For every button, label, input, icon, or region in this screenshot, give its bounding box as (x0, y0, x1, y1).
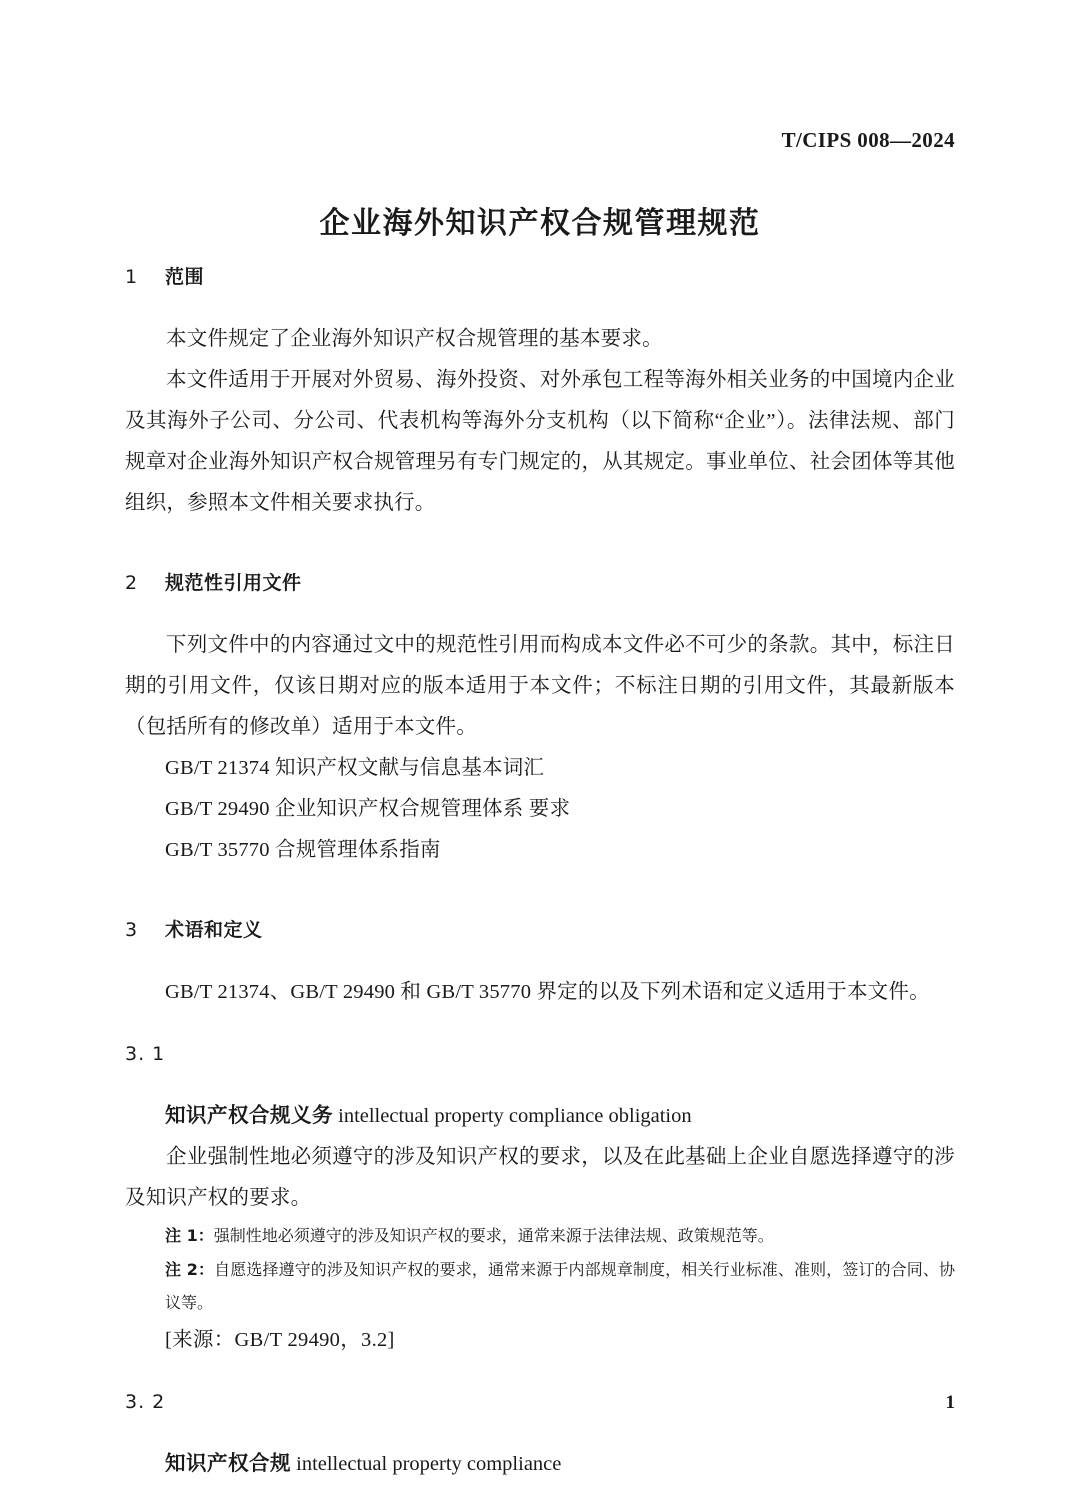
page-content (125, 0, 955, 1475)
term-entry-3-1 (125, 1095, 955, 1137)
term-name-en-3-2: intellectual property compliance (296, 1453, 562, 1475)
term-entry-3-2 (125, 1443, 955, 1485)
term-definition-3-1: 企业强制性地必须遵守的涉及知识产权的要求，以及在此基础上企业自愿选择遵守的涉及知识产权的要求。 (125, 1146, 955, 1209)
term-note-3-1-2 (125, 1253, 955, 1320)
normative-reference-3: GB/T 35770 合规管理体系指南 (165, 839, 441, 861)
clause-1-paragraph-2: 本文件适用于开展对外贸易、海外投资、对外承包工程等海外相关业务的中国境内企业及其海外子公司、分公司、代表机构等海外分支机构（以下简称“企业”）。法律法规、部门规章对企业海外知识产权合规管理另有专门规定的，从其规定。事业单位、社会团体等其他组织，参照本文件相关要求执行。 (125, 369, 955, 514)
term-number-3-1: 3. 1 (125, 1043, 166, 1065)
running-header-standard-code: T/CIPS 008—2024 (781, 128, 955, 152)
normative-reference-2: GB/T 29490 企业知识产权合规管理体系 要求 (165, 798, 571, 820)
normative-reference-1: GB/T 21374 知识产权文献与信息基本词汇 (165, 757, 545, 779)
term-source-3-1: [来源：GB/T 29490，3.2] (165, 1329, 395, 1351)
term-note-3-1-1 (125, 1219, 955, 1253)
note-label-1: 注 1： (165, 1226, 214, 1245)
note-label-2: 注 2： (165, 1260, 215, 1279)
term-name-cn-3-1: 知识产权合规义务 (165, 1103, 333, 1127)
note-text-1: 强制性地必须遵守的涉及知识产权的要求，通常来源于法律法规、政策规范等。 (213, 1228, 774, 1245)
clause-3-paragraph-1: GB/T 21374、GB/T 29490 和 GB/T 35770 界定的以及下列术语和定义适用于本文件。 (165, 981, 930, 1003)
term-number-3-2: 3. 2 (125, 1391, 166, 1413)
clause-number-3: 3 (125, 919, 138, 941)
clause-heading-2 (125, 568, 955, 595)
clause-heading-3 (125, 915, 955, 942)
page-number: 1 (945, 1392, 955, 1413)
document-body (125, 262, 955, 1485)
clause-number-2: 2 (125, 572, 138, 594)
clause-title-3: 术语和定义 (165, 919, 263, 941)
note-text-2: 自愿选择遵守的涉及知识产权的要求，通常来源于内部规章制度，相关行业标准、准则，签订的合同、协议等。 (165, 1262, 955, 1312)
clause-2-paragraph-1: 下列文件中的内容通过文中的规范性引用而构成本文件必不可少的条款。其中，标注日期的引用文件，仅该日期对应的版本适用于本文件；不标注日期的引用文件，其最新版本（包括所有的修改单）适用于本文件。 (125, 634, 955, 738)
clause-title-1: 范围 (165, 266, 205, 288)
clause-number-1: 1 (125, 266, 138, 288)
clause-heading-1 (125, 262, 955, 289)
clause-1-paragraph-1: 本文件规定了企业海外知识产权合规管理的基本要求。 (166, 328, 663, 350)
document-title: 企业海外知识产权合规管理规范 (319, 206, 761, 242)
term-name-en-3-1: intellectual property compliance obligation (338, 1105, 692, 1127)
clause-title-2: 规范性引用文件 (165, 572, 302, 594)
term-name-cn-3-2: 知识产权合规 (165, 1451, 291, 1475)
